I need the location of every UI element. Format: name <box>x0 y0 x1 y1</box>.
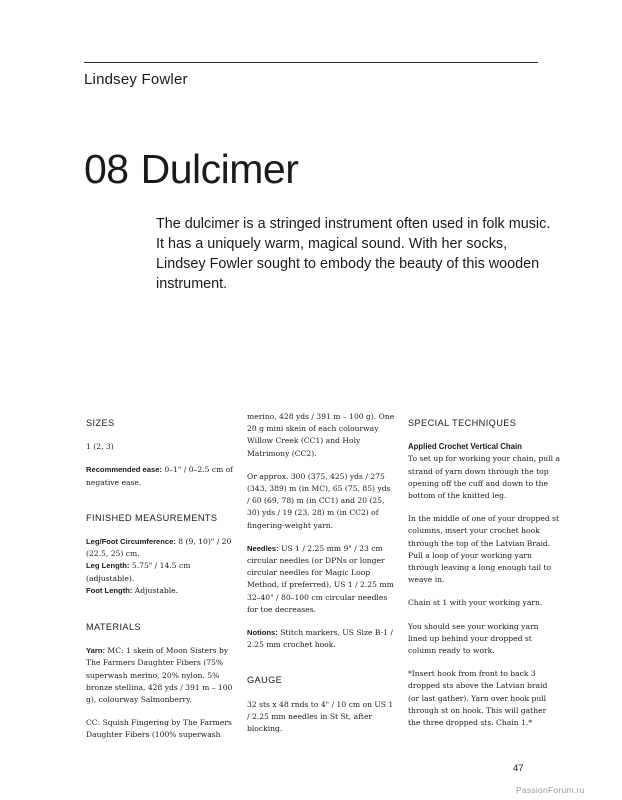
watermark: PassionForum.ru <box>516 785 585 795</box>
technique-step-1: To set up for working your chain, pull a strand of yarn down through the top opening off the cuff and down to the bottom of the knitted leg. <box>408 454 560 501</box>
header-rule <box>84 62 538 63</box>
column-left <box>86 417 236 753</box>
notions: Notions: Stitch markers, US Size B-1 / 2.25 mm crochet hook. <box>247 628 393 650</box>
page-number: 47 <box>513 763 524 774</box>
yarn-approx: Or approx. 300 (375, 425) yds / 275 (343, 389) m (in MC), 65 (75, 85) yds / 60 (69, 78) m (in CC1) and 20 (25, 30) yds / 19 (23, 28) m (in CC2) of fingering-weight yarn. <box>247 471 391 530</box>
page-title <box>84 146 298 193</box>
gauge-text: 32 sts x 48 rnds to 4" / 10 cm on US 1 / 2.25 mm needles in St St, after blocking. <box>247 699 394 734</box>
gauge-heading: GAUGE <box>247 675 283 686</box>
special-techniques-heading: SPECIAL TECHNIQUES <box>408 418 517 428</box>
column-right <box>408 417 560 740</box>
finished-measurements-heading: FINISHED MEASUREMENTS <box>86 512 218 523</box>
yarn-contrast-continued: merino, 428 yds / 391 m – 100 g). One 20 g mini skein of each colourway Willow Creek (CC1) and Holy Matrimony (CC2). <box>247 412 395 458</box>
recommended-ease: Recommended ease: 0–1" / 0–2.5 cm of negative ease. <box>86 465 234 487</box>
intro-paragraph: The dulcimer is a stringed instrument often used in folk music. It has a uniquely warm, magical sound. With her socks, Lindsey Fowler sought to embody the beauty of this wooden instrument. <box>156 216 551 292</box>
leg-foot-circumference: Leg/Foot Circumference: 8 (9, 10)" / 20 (22.5, 25) cm. <box>86 537 232 559</box>
needles: Needles: US 1 / 2.25 mm 9" / 23 cm circular needles (or DPNs or longer circular needles for Magic Loop Method, if preferred), US 1 / 2.25 mm 32–40" / 80–100 cm circular needles for toe decreases. <box>247 543 394 614</box>
yarn-main: Yarn: MC: 1 skein of Moon Sisters by The Farmers Daughter Fibers (75% superwash merino, 20% nylon, 5% bronze stellina, 428 yds / 391 m – 100 g), colourway Salmonberry. <box>86 646 233 705</box>
technique-step-2: In the middle of one of your dropped st columns, insert your crochet hook through the top of the Latvian Braid. Pull a loop of your working yarn through leaving a long enough tail to weave in. <box>408 514 560 585</box>
materials-heading: MATERIALS <box>86 622 141 633</box>
yarn-contrast: CC: Squish Fingering by The Farmers Daughter Fibers (100% superwash <box>86 718 232 740</box>
technique-step-5: *Insert hook from front to back 3 dropped sts above the Latvian braid (or last gather). Yarn over hook pull through st on hook. This will gather the three dropped sts. Chain 1.* <box>408 669 548 728</box>
pattern-name: Dulcimer <box>140 146 299 192</box>
crochet-chain-subheading: Applied Crochet Vertical Chain <box>408 442 522 452</box>
sizes-values: 1 (2, 3) <box>86 442 114 452</box>
column-middle <box>247 411 395 746</box>
technique-step-4: You should see your working yarn lined up behind your dropped st column ready to work. <box>408 621 539 656</box>
leg-length: Leg Length: 5.75" / 14.5 cm (adjustable). <box>86 561 191 583</box>
author-name: Lindsey Fowler <box>84 71 188 88</box>
technique-step-3: Chain st 1 with your working yarn. <box>408 598 543 608</box>
pattern-number: 08 <box>84 146 129 192</box>
foot-length: Foot Length: Adjustable. <box>86 585 179 595</box>
sizes-heading: SIZES <box>86 418 115 428</box>
